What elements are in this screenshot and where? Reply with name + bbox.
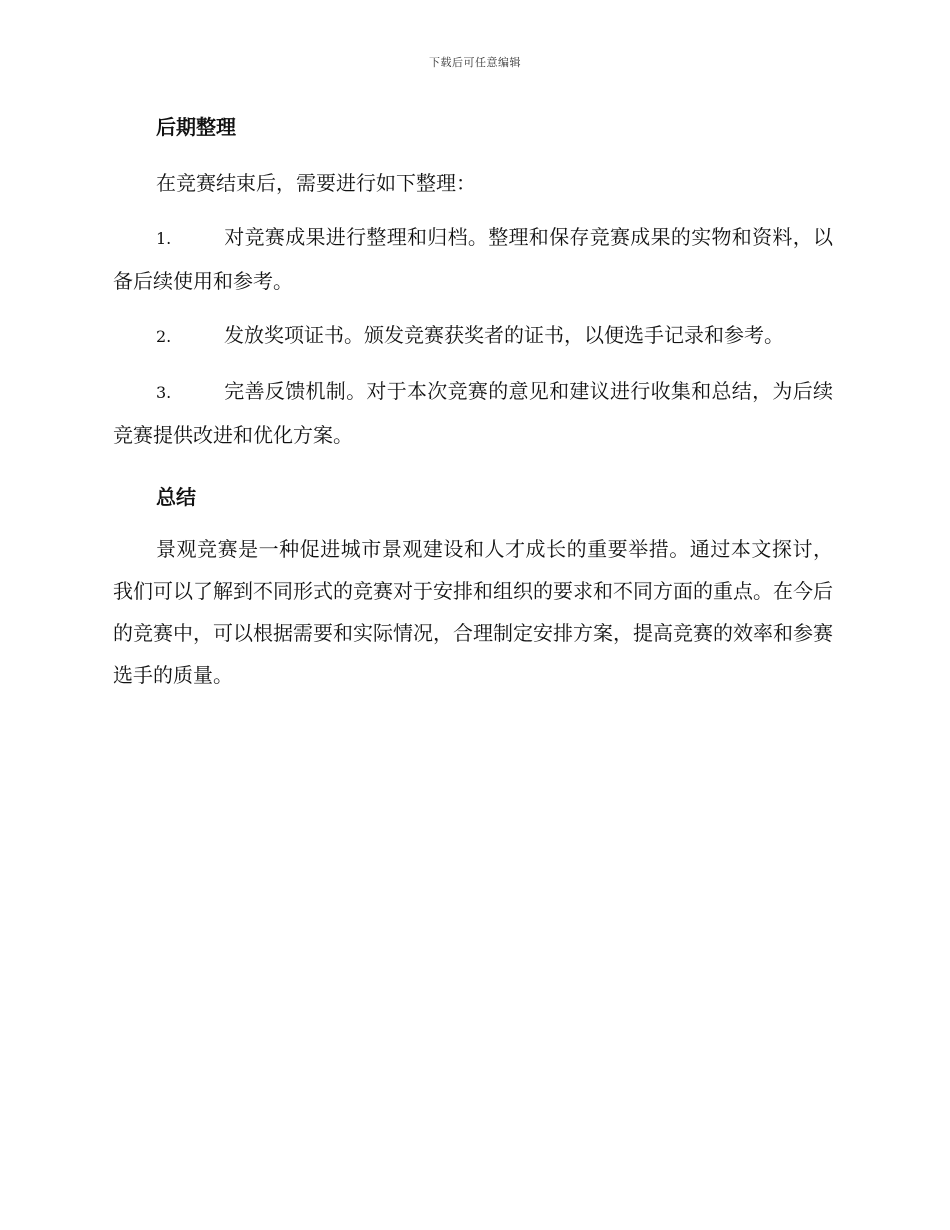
document-body [113,112,833,696]
list-item-text: 对竞赛成果进行整理和归档。整理和保存竞赛成果的实物和资料，以备后续使用和参考。 [113,225,833,293]
list-item-number: 3. [156,383,172,402]
header-note: 下载后可任意编辑 [429,56,521,69]
list-item-number: 1. [156,229,172,248]
list-item-number: 2. [156,327,172,346]
list-item [113,216,833,302]
summary-paragraph: 景观竞赛是一种促进城市景观建设和人才成长的重要举措。通过本文探讨，我们可以了解到不同形式的竞赛对于安排和组织的要求和不同方面的重点。在今后的竞赛中，可以根据需要和实际情况，合理制定安排方案，提高竞赛的效率和参赛选手的质量。 [113,537,833,687]
section-heading-summary: 总结 [156,485,196,509]
list-item [113,370,833,456]
section-heading-post-processing: 后期整理 [156,115,236,139]
list-item-text: 完善反馈机制。对于本次竞赛的意见和建议进行收集和总结，为后续竞赛提供改进和优化方案。 [113,379,833,447]
list-item [113,314,833,358]
list-item-text: 发放奖项证书。颁发竞赛获奖者的证书，以便选手记录和参考。 [224,323,784,347]
intro-paragraph: 在竞赛结束后，需要进行如下整理： [156,171,476,195]
